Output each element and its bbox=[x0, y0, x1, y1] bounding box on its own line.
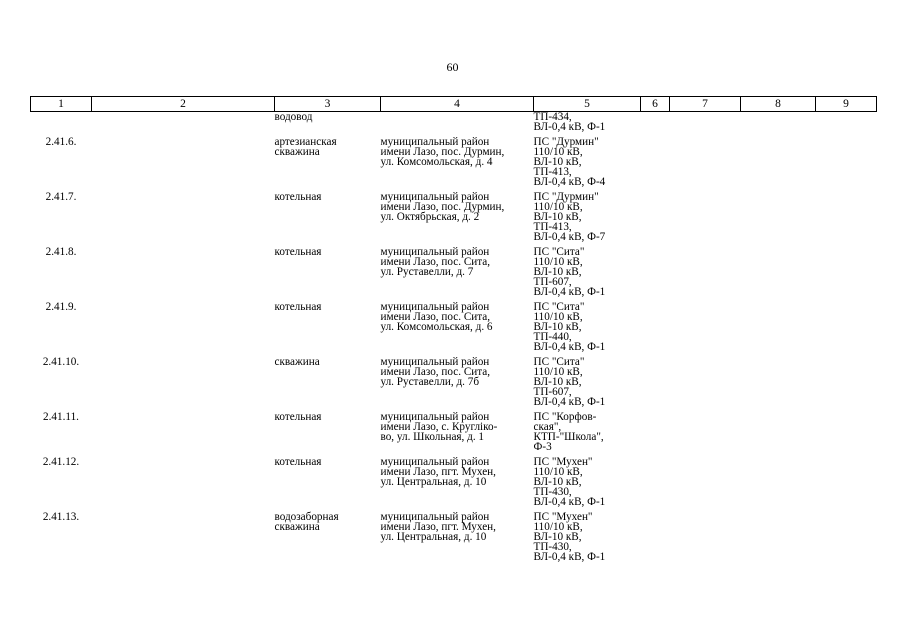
column-number-header bbox=[31, 97, 877, 112]
location-cell: муниципальный район имени Лазо, пос. Сита, ул. Руставелли, д. 7 bbox=[380, 246, 491, 278]
column-header: 2 bbox=[92, 97, 275, 112]
row-number: 2.41.12. bbox=[42, 456, 80, 468]
row-number: 2.41.11. bbox=[43, 411, 79, 423]
table-row bbox=[31, 297, 877, 352]
table-row bbox=[31, 187, 877, 242]
object-cell: котельная bbox=[274, 456, 322, 468]
column-header: 7 bbox=[670, 97, 741, 112]
row-number: 2.41.8. bbox=[45, 246, 77, 258]
location-cell: муниципальный район имени Лазо, пгт. Мухен, ул. Центральная, д. 10 bbox=[380, 456, 496, 488]
page-number: 60 bbox=[446, 60, 459, 74]
table-row bbox=[31, 507, 877, 562]
row-number: 2.41.6. bbox=[45, 136, 77, 148]
power-source-cell: ПС "Мухен" 110/10 кВ, ВЛ-10 кВ, ТП-430, ВЛ-0,4 кВ, Ф-1 bbox=[533, 511, 606, 563]
location-cell: муниципальный район имени Лазо, пос. Дурмин, ул. Комсомольская, д. 4 bbox=[380, 136, 505, 168]
power-source-cell: ПС "Сита" 110/10 кВ, ВЛ-10 кВ, ТП-607, ВЛ-0,4 кВ, Ф-1 bbox=[533, 246, 606, 298]
column-header: 6 bbox=[641, 97, 670, 112]
column-header: 4 bbox=[381, 97, 534, 112]
power-source-cell: ПС "Сита" 110/10 кВ, ВЛ-10 кВ, ТП-440, ВЛ-0,4 кВ, Ф-1 bbox=[533, 301, 606, 353]
cell bbox=[92, 112, 275, 133]
row-number: 2.41.9. bbox=[45, 301, 77, 313]
column-header: 3 bbox=[275, 97, 381, 112]
object-cell: водовод bbox=[274, 111, 313, 123]
continuation-row bbox=[31, 112, 877, 133]
power-source-cell: ПС "Сита" 110/10 кВ, ВЛ-10 кВ, ТП-607, ВЛ-0,4 кВ, Ф-1 bbox=[533, 356, 606, 408]
power-source-cell: ТП-434, ВЛ-0,4 кВ, Ф-1 bbox=[533, 111, 606, 133]
column-header: 9 bbox=[816, 97, 877, 112]
table-row bbox=[31, 242, 877, 297]
row-number: 2.41.7. bbox=[45, 191, 77, 203]
power-source-cell: ПС "Дурмин" 110/10 кВ, ВЛ-10 кВ, ТП-413, ВЛ-0,4 кВ, Ф-7 bbox=[533, 191, 606, 243]
location-cell: муниципальный район имени Лазо, пос. Сита, ул. Руставелли, д. 7б bbox=[380, 356, 491, 388]
row-number: 2.41.10. bbox=[42, 356, 80, 368]
object-cell: котельная bbox=[274, 191, 322, 203]
column-header: 5 bbox=[534, 97, 641, 112]
location-cell: муниципальный район имени Лазо, пгт. Мухен, ул. Центральная, д. 10 bbox=[380, 511, 496, 543]
power-source-cell: ПС "Мухен" 110/10 кВ, ВЛ-10 кВ, ТП-430, ВЛ-0,4 кВ, Ф-1 bbox=[533, 456, 606, 508]
cell bbox=[31, 112, 92, 133]
object-cell: скважина bbox=[274, 356, 320, 368]
row-number: 2.41.13. bbox=[42, 511, 80, 523]
power-source-cell: ПС "Корфов- ская", КТП-"Школа", Ф-3 bbox=[533, 411, 604, 453]
location-cell: муниципальный район имени Лазо, пос. Дурмин, ул. Октябрьская, д. 2 bbox=[380, 191, 505, 223]
location-cell: муниципальный район имени Лазо, пос. Сита, ул. Комсомольская, д. 6 bbox=[380, 301, 493, 333]
cell bbox=[381, 112, 534, 133]
table-row bbox=[31, 352, 877, 407]
column-header: 8 bbox=[741, 97, 816, 112]
table-row bbox=[31, 452, 877, 507]
object-cell: водозаборная скважина bbox=[274, 511, 339, 533]
power-source-cell: ПС "Дурмин" 110/10 кВ, ВЛ-10 кВ, ТП-413, ВЛ-0,4 кВ, Ф-4 bbox=[533, 136, 606, 188]
object-cell: котельная bbox=[274, 411, 322, 423]
column-header: 1 bbox=[31, 97, 92, 112]
object-cell: котельная bbox=[274, 301, 322, 313]
object-cell: артезианская скважина bbox=[274, 136, 337, 158]
data-table bbox=[30, 96, 877, 562]
table-row bbox=[31, 407, 877, 452]
location-cell: муниципальный район имени Лазо, с. Кругліко- во, ул. Школьная, д. 1 bbox=[380, 411, 498, 443]
object-cell: котельная bbox=[274, 246, 322, 258]
table-row bbox=[31, 132, 877, 187]
